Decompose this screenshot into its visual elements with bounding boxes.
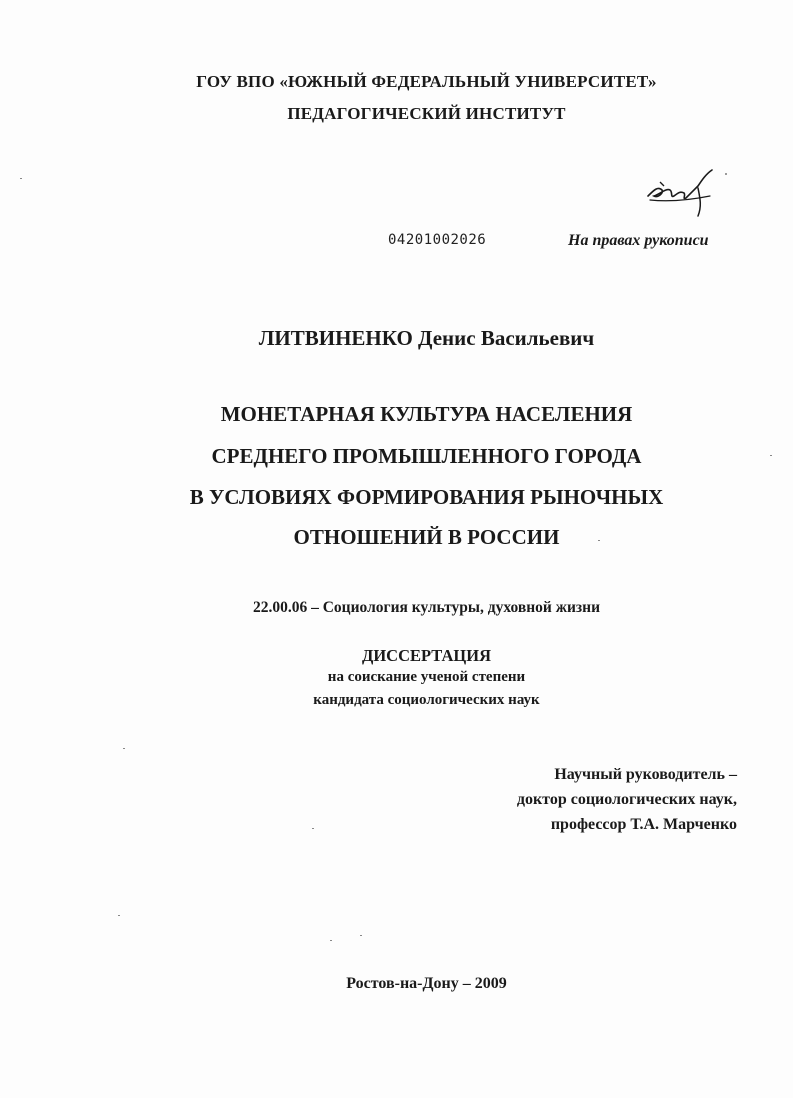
scan-speck	[20, 178, 22, 179]
dissertation-title-line: МОНЕТАРНАЯ КУЛЬТУРА НАСЕЛЕНИЯ	[220, 402, 633, 426]
degree-line: на соискание ученой степени	[327, 669, 526, 685]
city-year: Ростов-на-Дону – 2009	[346, 975, 507, 992]
dissertation-title-line: В УСЛОВИЯХ ФОРМИРОВАНИЯ РЫНОЧНЫХ	[189, 485, 664, 509]
degree-line: кандидата социологических наук	[313, 692, 540, 708]
author-surname: ЛИТВИНЕНКО	[258, 326, 413, 350]
manuscript-rights-note: На правах рукописи	[568, 232, 709, 249]
scan-speck	[330, 940, 332, 941]
institute-name: ПЕДАГОГИЧЕСКИЙ ИНСТИТУТ	[287, 104, 566, 123]
author-name	[30, 326, 793, 351]
scan-speck	[312, 828, 314, 829]
advisor-role: Научный руководитель –	[554, 766, 737, 783]
registration-number: 04201002026	[388, 232, 487, 248]
handwritten-signature	[640, 160, 740, 222]
scan-speck	[118, 915, 120, 916]
scan-speck	[598, 540, 600, 541]
advisor-name: профессор Т.А. Марченко	[550, 816, 737, 833]
institution-name: ГОУ ВПО «ЮЖНЫЙ ФЕДЕРАЛЬНЫЙ УНИВЕРСИТЕТ»	[196, 72, 657, 91]
scan-speck	[360, 935, 362, 936]
author-given-names: Денис Васильевич	[418, 326, 595, 350]
scan-speck	[770, 455, 772, 456]
specialty-code: 22.00.06 – Социология культуры, духовной жизни	[252, 599, 601, 616]
scan-speck	[123, 748, 125, 749]
dissertation-title-line: СРЕДНЕГО ПРОМЫШЛЕННОГО ГОРОДА	[211, 444, 642, 468]
document-type: ДИССЕРТАЦИЯ	[362, 646, 491, 665]
dissertation-title-line: ОТНОШЕНИЙ В РОССИИ	[293, 525, 560, 549]
advisor-degree: доктор социологических наук,	[516, 791, 737, 808]
